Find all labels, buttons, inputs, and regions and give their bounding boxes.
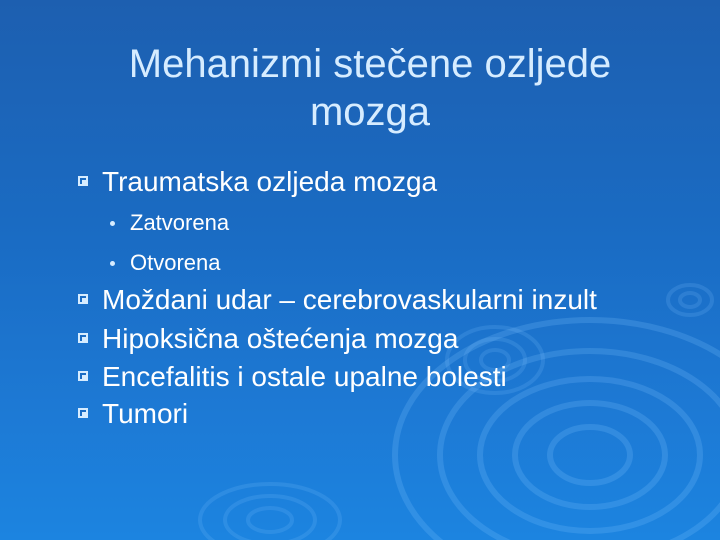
dot-bullet-icon — [110, 261, 115, 266]
list-item — [78, 359, 718, 395]
sub-list-item — [110, 249, 510, 277]
list-item-label: Tumori — [102, 398, 189, 429]
sub-list-item — [110, 209, 510, 237]
square-bullet-icon — [78, 371, 88, 381]
list-item-label: Encefalitis i ostale upalne bolesti — [102, 361, 507, 392]
list-item-label: Traumatska ozljeda mozga — [102, 166, 438, 197]
square-bullet-icon — [78, 176, 88, 186]
list-item — [78, 282, 718, 318]
sub-list-item-label: Zatvorena — [130, 210, 230, 235]
square-bullet-icon — [78, 294, 88, 304]
list-item — [78, 321, 718, 357]
list-item-label: Moždani udar – cerebrovaskularni inzult — [102, 284, 597, 315]
list-item-label: Hipoksična oštećenja mozga — [102, 323, 459, 354]
square-bullet-icon — [78, 333, 88, 343]
title-line-1: Mehanizmi stečene ozljede — [128, 42, 612, 86]
dot-bullet-icon — [110, 221, 115, 226]
title-line-2: mozga — [309, 90, 431, 134]
sub-list-item-label: Otvorena — [130, 250, 221, 275]
square-bullet-icon — [78, 408, 88, 418]
list-item — [78, 396, 718, 432]
list-item — [78, 164, 718, 200]
